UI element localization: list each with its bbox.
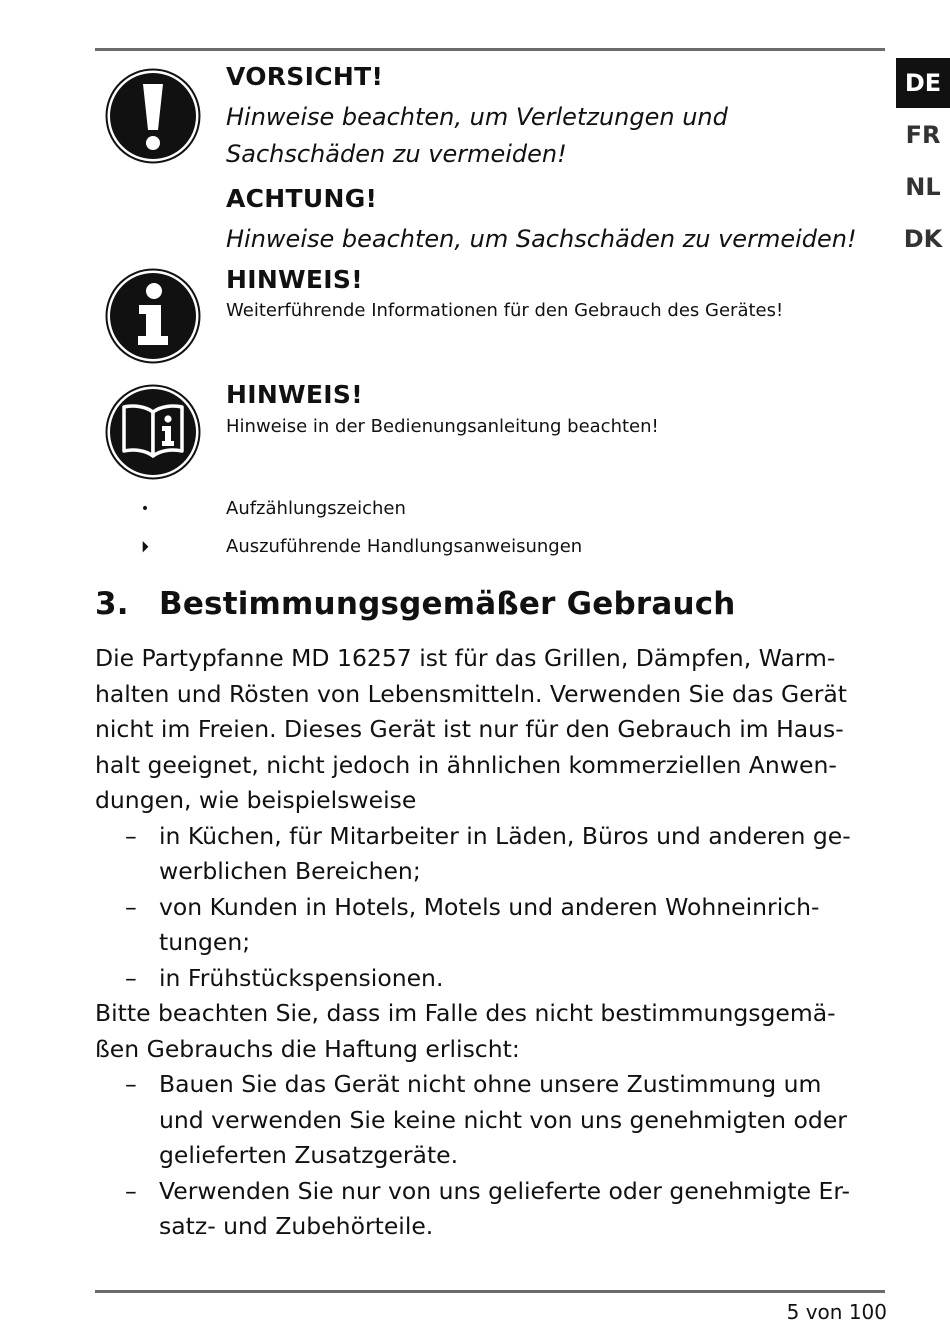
hinweis-info-text: Weiterführende Informationen für den Gebrauch des Gerätes! bbox=[226, 300, 784, 321]
top-divider bbox=[95, 48, 885, 51]
bullet-icon: • bbox=[140, 501, 150, 517]
legend-action-text: Auszuführende Handlungsanweisungen bbox=[226, 536, 583, 557]
examples-list bbox=[95, 819, 885, 997]
page-number: 5 von 100 bbox=[786, 1300, 887, 1324]
list-item bbox=[95, 1067, 885, 1174]
intro-line: halt geeignet, nicht jedoch in ähnlichen kommerziellen Anwen- bbox=[95, 750, 837, 779]
list-item-line: Bauen Sie das Gerät nicht ohne unsere Zustimmung um bbox=[159, 1070, 822, 1098]
achtung-label: ACHTUNG! bbox=[226, 184, 378, 213]
intro-line: Die Partypfanne MD 16257 ist für das Grillen, Dämpfen, Warm- bbox=[95, 644, 836, 672]
achtung-text: Hinweise beachten, um Sachschäden zu vermeiden! bbox=[226, 225, 857, 253]
lang-tab-dk[interactable]: DK bbox=[903, 225, 943, 253]
intro-line: nicht im Freien. Dieses Gerät ist nur für den Gebrauch im Haus- bbox=[95, 715, 844, 743]
liability-note bbox=[95, 996, 885, 1067]
list-item-line: von Kunden in Hotels, Motels und anderen Wohneinrich- bbox=[159, 892, 820, 921]
list-item bbox=[95, 1174, 885, 1245]
list-item-line: Verwenden Sie nur von uns gelieferte oder genehmigte Er- bbox=[159, 1176, 851, 1205]
dash-marker: – bbox=[125, 1070, 137, 1098]
dash-marker: – bbox=[125, 1176, 137, 1205]
exclamation-circle-icon bbox=[105, 68, 201, 164]
intro-paragraph bbox=[95, 641, 885, 819]
hinweis-manual-text: Hinweise in der Bedienungsanleitung beachten! bbox=[226, 416, 659, 437]
hinweis-manual-label: HINWEIS! bbox=[226, 380, 363, 409]
lang-tab-fr[interactable]: FR bbox=[905, 121, 941, 149]
dash-marker: – bbox=[125, 963, 137, 992]
list-item-line: satz- und Zubehörteile. bbox=[159, 1212, 434, 1240]
legend-bullet-text: Aufzählungszeichen bbox=[226, 498, 406, 519]
list-item-line: gelieferten Zusatzgeräte. bbox=[159, 1141, 459, 1169]
legend-bullet-row bbox=[130, 494, 830, 524]
vorsicht-label: VORSICHT! bbox=[226, 62, 384, 91]
list-item bbox=[95, 890, 885, 961]
list-item-line: in Frühstückspensionen. bbox=[159, 963, 444, 992]
triangle-right-icon: ⏵ bbox=[140, 537, 149, 556]
list-item-line: tungen; bbox=[159, 928, 251, 956]
lang-tab-de[interactable]: DE bbox=[896, 58, 950, 108]
dash-marker: – bbox=[125, 892, 137, 921]
list-item-line: und verwenden Sie keine nicht von uns genehmigten oder bbox=[159, 1105, 847, 1134]
section-number: 3. bbox=[95, 586, 129, 622]
list-item-line: in Küchen, für Mitarbeiter in Läden, Büros und anderen ge- bbox=[159, 821, 851, 850]
list-item bbox=[95, 819, 885, 890]
lang-tab-nl[interactable]: NL bbox=[905, 173, 941, 201]
section-heading bbox=[95, 586, 736, 622]
manual-book-icon bbox=[105, 384, 201, 480]
intro-line: halten und Rösten von Lebensmitteln. Verwenden Sie das Gerät bbox=[95, 679, 847, 708]
list-item-line: werblichen Bereichen; bbox=[159, 857, 421, 885]
info-circle-icon bbox=[105, 268, 201, 364]
intro-line: dungen, wie beispielsweise bbox=[95, 786, 417, 814]
language-tabs bbox=[896, 58, 950, 266]
list-item bbox=[95, 961, 885, 997]
section-body bbox=[95, 641, 885, 1245]
hinweis-info-label: HINWEIS! bbox=[226, 265, 363, 294]
note-line: Bitte beachten Sie, dass im Falle des nicht bestimmungsgemä- bbox=[95, 999, 836, 1027]
bottom-divider bbox=[95, 1290, 885, 1293]
legend-action-row bbox=[130, 532, 830, 562]
rules-list bbox=[95, 1067, 885, 1245]
vorsicht-text: Hinweise beachten, um Verletzungen und Sachschäden zu vermeiden! bbox=[226, 103, 728, 168]
section-title: Bestimmungsgemäßer Gebrauch bbox=[159, 586, 736, 622]
dash-marker: – bbox=[125, 821, 137, 850]
note-line: ßen Gebrauchs die Haftung erlischt: bbox=[95, 1034, 520, 1063]
